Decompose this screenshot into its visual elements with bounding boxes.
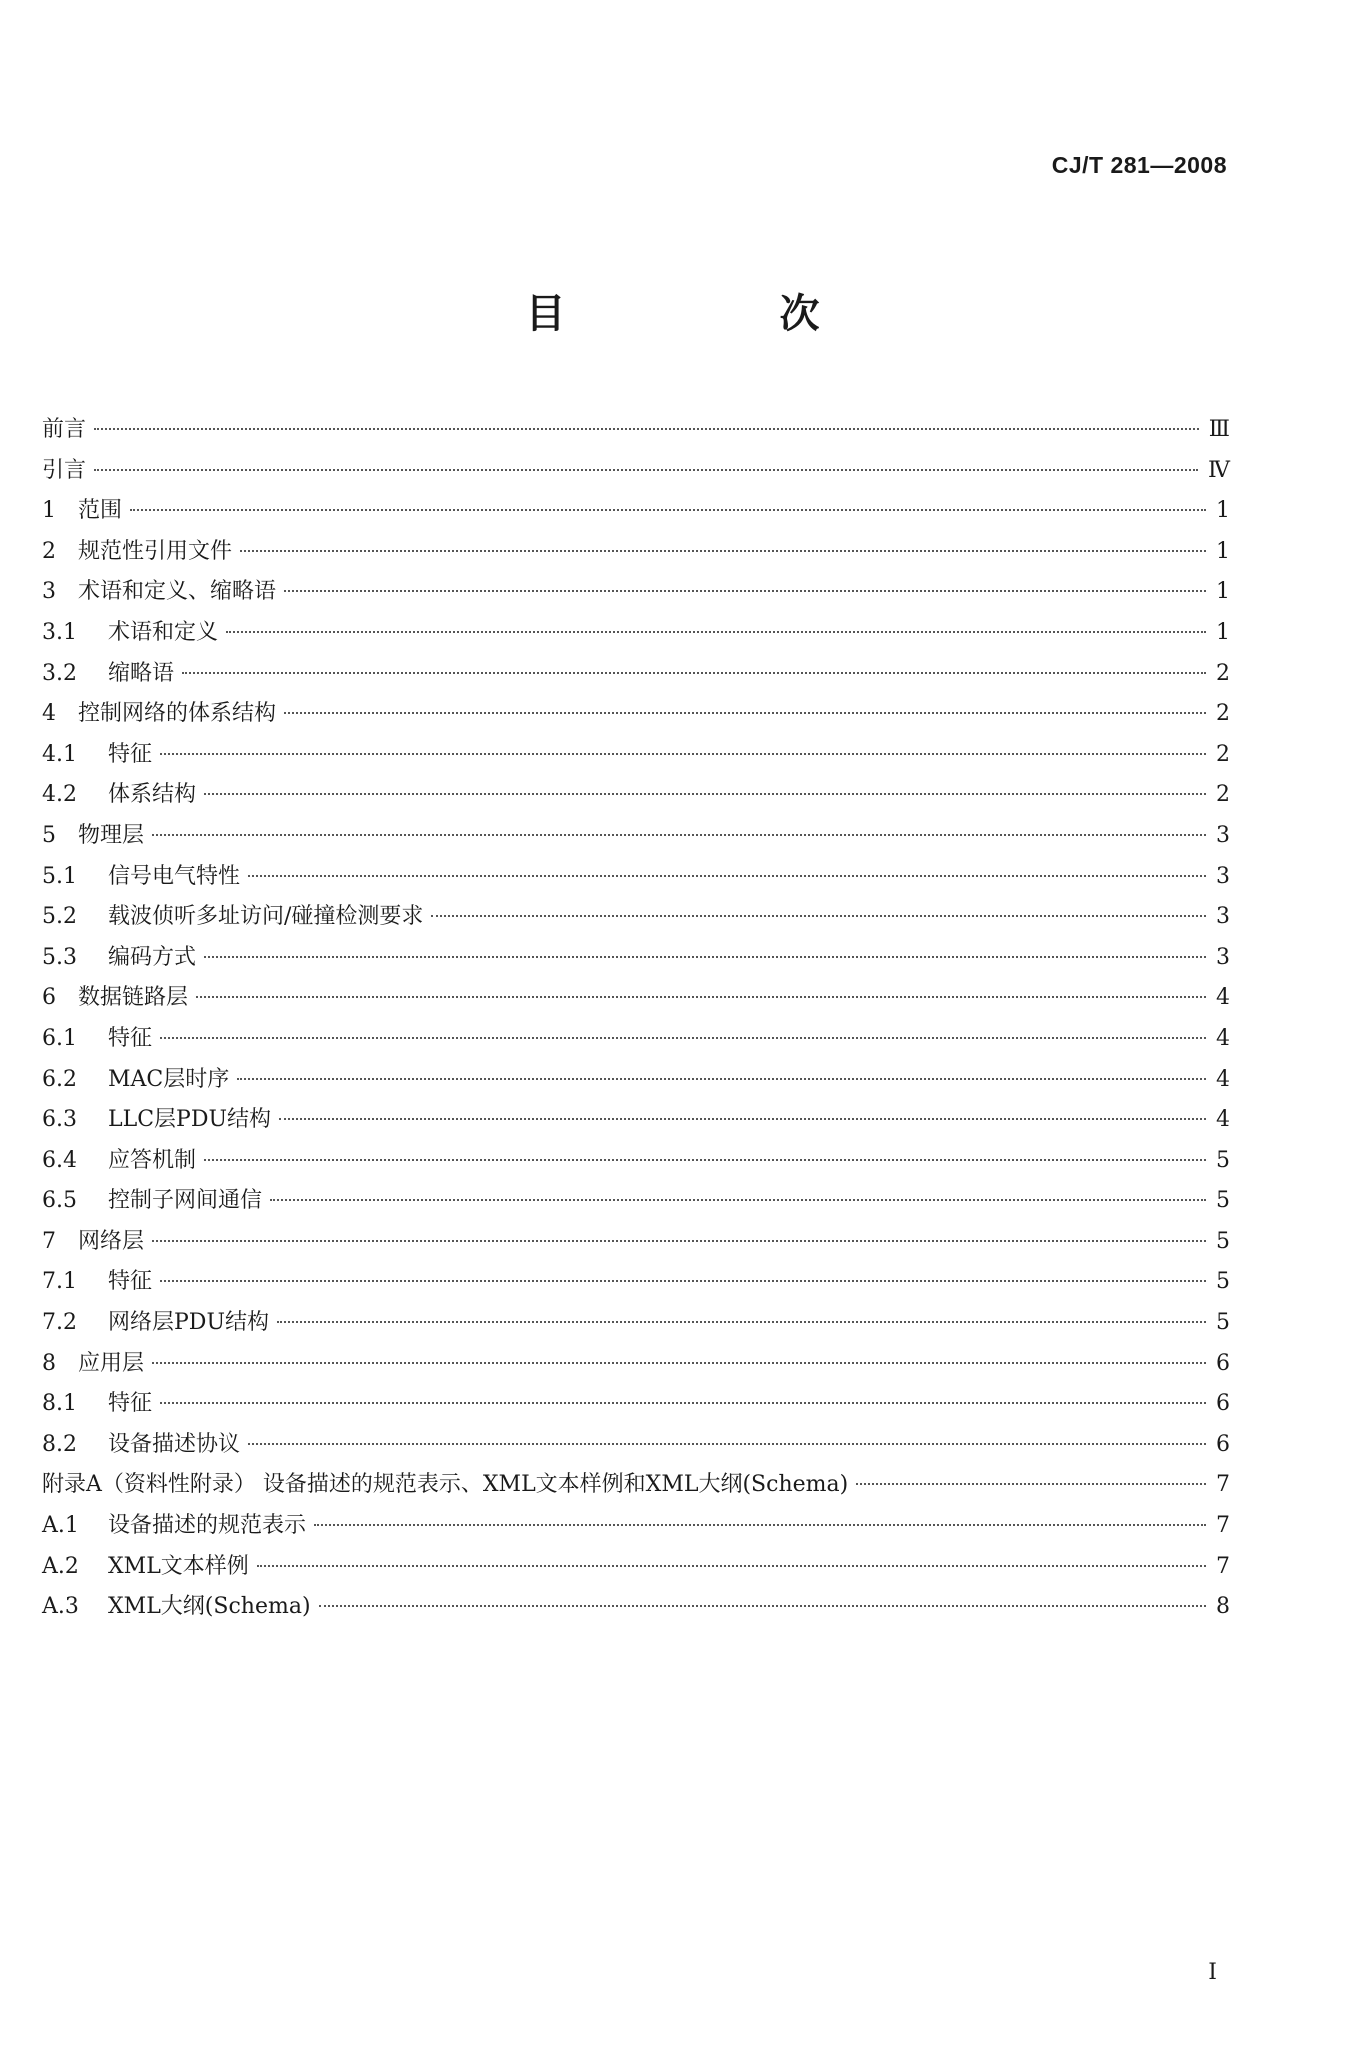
toc-entry-number: 7.2 [42, 1310, 77, 1336]
toc-entry-number: 6.5 [42, 1188, 77, 1214]
toc-entry-number: 2 [42, 538, 56, 564]
toc-entry-page: 5 [1216, 1310, 1230, 1336]
toc-entry-number: 5 [42, 822, 56, 848]
toc-entry-label: 应答机制 [108, 1147, 197, 1173]
toc-entry-page: 4 [1216, 1107, 1230, 1133]
toc-entry-number: 8.1 [42, 1391, 77, 1417]
toc-entry-page: 6 [1216, 1350, 1230, 1376]
dot-leader [160, 751, 1206, 755]
dot-leader [204, 954, 1206, 958]
toc-entry-label: 网络层PDU结构 [108, 1310, 269, 1336]
toc-entry-page: 3 [1216, 944, 1230, 970]
toc-entry-label: XML文本样例 [108, 1553, 249, 1579]
toc-entry-number: 3 [42, 579, 56, 605]
toc-entry[interactable] [42, 694, 1230, 735]
toc-entry-page: 4 [1216, 1066, 1230, 1092]
document-code: CJ/T 281—2008 [1051, 152, 1227, 178]
toc-entry-number: 8.2 [42, 1431, 77, 1457]
table-of-contents [42, 410, 1230, 1628]
dot-leader [182, 670, 1206, 674]
toc-entry[interactable] [42, 1100, 1230, 1141]
toc-entry[interactable] [42, 1181, 1230, 1222]
toc-entry-page: 2 [1216, 660, 1230, 686]
dot-leader [152, 1238, 1206, 1242]
dot-leader [240, 548, 1206, 552]
toc-entry-label: 特征 [108, 1269, 153, 1295]
toc-entry-label: 术语和定义、缩略语 [78, 579, 277, 605]
dot-leader [160, 1035, 1206, 1039]
toc-entry-label: 设备描述的规范表示 [108, 1513, 307, 1539]
toc-entry-page: 7 [1216, 1472, 1230, 1498]
toc-entry[interactable] [42, 1587, 1230, 1628]
toc-entry[interactable] [42, 613, 1230, 654]
dot-leader [284, 588, 1206, 592]
toc-entry-page: 5 [1216, 1147, 1230, 1173]
toc-entry-page: 6 [1216, 1391, 1230, 1417]
toc-entry-page: 2 [1216, 782, 1230, 808]
toc-entry-page: 3 [1216, 822, 1230, 848]
toc-entry-label: 规范性引用文件 [78, 538, 233, 564]
toc-entry[interactable] [42, 1303, 1230, 1344]
toc-entry[interactable] [42, 1506, 1230, 1547]
dot-leader [431, 913, 1206, 917]
toc-entry-page: 6 [1216, 1431, 1230, 1457]
toc-entry-label: 体系结构 [108, 782, 197, 808]
toc-entry-label: 术语和定义 [108, 619, 219, 645]
dot-leader [237, 1076, 1206, 1080]
dot-leader [196, 994, 1206, 998]
toc-entry-number: 4 [42, 701, 56, 727]
dot-leader [160, 1400, 1206, 1404]
dot-leader [94, 467, 1198, 471]
toc-entry-page: 2 [1216, 701, 1230, 727]
dot-leader [204, 1157, 1206, 1161]
toc-entry[interactable] [42, 1344, 1230, 1385]
toc-entry[interactable] [42, 775, 1230, 816]
toc-entry-page: 7 [1216, 1513, 1230, 1539]
toc-entry-page: 1 [1216, 619, 1230, 645]
toc-entry[interactable] [42, 816, 1230, 857]
toc-entry-label: 控制子网间通信 [108, 1188, 263, 1214]
toc-entry[interactable] [42, 1384, 1230, 1425]
toc-entry[interactable] [42, 410, 1230, 451]
toc-entry[interactable] [42, 897, 1230, 938]
toc-entry[interactable] [42, 1547, 1230, 1588]
toc-entry-number: 4.2 [42, 782, 77, 808]
toc-entry-number: 6.3 [42, 1107, 77, 1133]
toc-entry-page: 4 [1216, 985, 1230, 1011]
toc-entry[interactable] [42, 1465, 1230, 1506]
toc-entry[interactable] [42, 1019, 1230, 1060]
dot-leader [284, 710, 1206, 714]
toc-entry-page: Ⅲ [1208, 417, 1230, 442]
dot-leader [94, 426, 1199, 430]
toc-entry-page: 4 [1216, 1025, 1230, 1051]
toc-entry-number: 6.2 [42, 1066, 77, 1092]
dot-leader [248, 1441, 1206, 1445]
toc-entry-number: 3.1 [42, 619, 77, 645]
dot-leader [277, 1319, 1206, 1323]
toc-entry-label: XML大纲(Schema) [108, 1594, 311, 1620]
toc-entry-label: 信号电气特性 [108, 863, 241, 889]
toc-entry-label: 应用层 [78, 1350, 145, 1376]
toc-entry-page: 1 [1216, 498, 1230, 524]
toc-entry-number: 3.2 [42, 660, 77, 686]
toc-entry[interactable] [42, 572, 1230, 613]
dot-leader [279, 1116, 1206, 1120]
toc-entry[interactable] [42, 735, 1230, 776]
toc-entry-label: 前言 [42, 417, 87, 442]
toc-entry[interactable] [42, 938, 1230, 979]
toc-entry-label: 数据链路层 [78, 985, 189, 1011]
toc-entry-page: 3 [1216, 863, 1230, 889]
toc-entry-number: 8 [42, 1350, 56, 1376]
toc-entry-page: 1 [1216, 579, 1230, 605]
page-title: 目 次 [525, 291, 920, 337]
toc-entry[interactable] [42, 1262, 1230, 1303]
toc-entry-number: 6.1 [42, 1025, 77, 1051]
toc-entry-label: MAC层时序 [108, 1066, 230, 1092]
toc-entry-label: 设备描述协议 [108, 1431, 241, 1457]
toc-entry-label: 缩略语 [108, 660, 175, 686]
toc-entry-label: 特征 [108, 1025, 153, 1051]
toc-entry-number: A.2 [42, 1553, 79, 1579]
dot-leader [152, 1360, 1206, 1364]
toc-entry[interactable] [42, 1060, 1230, 1101]
dot-leader [130, 507, 1206, 511]
toc-entry-label: 控制网络的体系结构 [78, 701, 277, 727]
toc-entry-label: 特征 [108, 741, 153, 767]
toc-entry-label: 特征 [108, 1391, 153, 1417]
toc-entry-label: 范围 [78, 498, 123, 524]
toc-entry-page: 7 [1216, 1553, 1230, 1579]
dot-leader [319, 1603, 1206, 1607]
toc-entry-number: 5.1 [42, 863, 77, 889]
toc-entry-number: 4.1 [42, 741, 77, 767]
dot-leader [856, 1481, 1206, 1485]
toc-entry[interactable] [42, 1425, 1230, 1466]
toc-entry-number: 1 [42, 498, 56, 524]
page-number: I [1208, 1960, 1217, 1985]
dot-leader [160, 1278, 1206, 1282]
toc-entry-page: 5 [1216, 1188, 1230, 1214]
dot-leader [226, 629, 1206, 633]
dot-leader [314, 1522, 1206, 1526]
toc-entry-number: 7 [42, 1228, 56, 1254]
toc-entry-page: 3 [1216, 904, 1230, 930]
dot-leader [248, 873, 1206, 877]
toc-entry[interactable] [42, 978, 1230, 1019]
toc-entry[interactable] [42, 451, 1230, 492]
toc-entry-number: 6.4 [42, 1147, 77, 1173]
toc-entry-page: 5 [1216, 1228, 1230, 1254]
dot-leader [270, 1197, 1206, 1201]
toc-entry-label: LLC层PDU结构 [108, 1107, 272, 1133]
toc-entry[interactable] [42, 654, 1230, 695]
toc-entry-number: 5.3 [42, 944, 77, 970]
toc-entry-number: 5.2 [42, 904, 77, 930]
toc-entry-label: 引言 [42, 457, 87, 483]
toc-entry-page: 1 [1216, 538, 1230, 564]
toc-entry-number: 7.1 [42, 1269, 77, 1295]
toc-entry[interactable] [42, 857, 1230, 898]
toc-entry-label: 网络层 [78, 1228, 145, 1254]
dot-leader [257, 1563, 1206, 1567]
toc-entry-label: 编码方式 [108, 944, 197, 970]
toc-entry-page: 2 [1216, 741, 1230, 767]
toc-entry-page: 8 [1216, 1594, 1230, 1620]
toc-entry-label: 载波侦听多址访问/碰撞检测要求 [108, 904, 424, 930]
toc-entry-page: Ⅳ [1208, 457, 1230, 483]
toc-entry-page: 5 [1216, 1269, 1230, 1295]
dot-leader [152, 832, 1206, 836]
toc-entry[interactable] [42, 1222, 1230, 1263]
toc-entry-label: 附录A（资料性附录） 设备描述的规范表示、XML文本样例和XML大纲(Schema) [42, 1472, 849, 1498]
toc-entry-number: 6 [42, 985, 56, 1011]
toc-entry[interactable] [42, 491, 1230, 532]
toc-entry[interactable] [42, 532, 1230, 573]
toc-entry[interactable] [42, 1141, 1230, 1182]
toc-entry-number: A.1 [42, 1513, 79, 1539]
toc-entry-label: 物理层 [78, 822, 145, 848]
dot-leader [204, 791, 1206, 795]
toc-entry-number: A.3 [42, 1594, 79, 1620]
